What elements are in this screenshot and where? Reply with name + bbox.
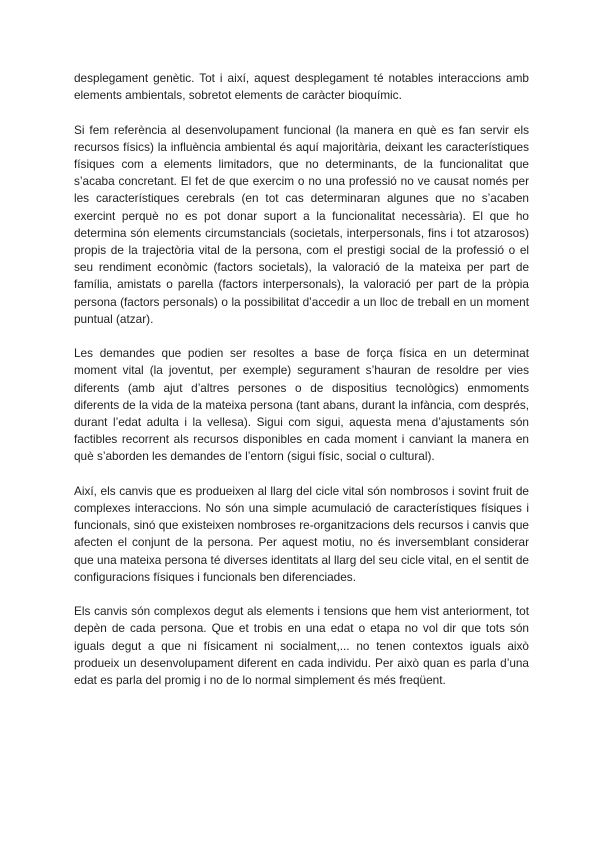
document-page — [74, 70, 529, 706]
paragraph-2: Si fem referència al desenvolupament funcional (la manera en què es fan servir els recursos físics) la influència ambiental és aquí majoritària, deixant les característiques físiques com a elements limitadors, que no determinants, de la funcionalitat que s’acaba concretant. El fet de que exercim o no una professió no ve causat només per les característiques cerebrals (en tot cas determinaran algunes que no s’acaben exercint perquè no es pot donar suport a la funcionalitat necessària). El que ho determina són elements circumstancials (societals, interpersonals, fins i tot atzarosos) propis de la trajectòria vital de la persona, com el prestigi social de la professió o el seu rendiment econòmic (factors societals), la valoració de la mateixa per part de família, amistats o parella (factors interpersonals), la valoració per part de la pròpia persona (factors personals) o la possibilitat d’accedir a un lloc de treball en un moment puntual (atzar). — [74, 122, 529, 326]
paragraph-5: Els canvis són complexos degut als elements i tensions que hem vist anteriorment, tot depèn de cada persona. Que et trobis en una edat o etapa no vol dir que tots són iguals degut a que ni físicament ni socialment,... no tenen contextos iguals això produeix un desenvolupament diferent en cada individu. Per això quan es parla d’una edat es parla del promig i no de lo normal simplement és més freqüent. — [74, 604, 529, 688]
paragraph-3: Les demandes que podien ser resoltes a base de força física en un determinat moment vital (la joventut, per exemple) segurament s’hauran de resoldre per vies diferents (amb ajut d’altres persones o de dispositius tecnològics) enmoments diferents de la vida de la mateixa persona (tant abans, durant la infància, com després, durant l’edat adulta i la vellesa). Sigui com sigui, aquesta mena d’ajustaments són factibles recorrent als recursos disponibles en cada moment i canviant la manera en què s’aborden les demandes de l’entorn (sigui físic, social o cultural). — [74, 346, 529, 464]
paragraph-4: Així, els canvis que es produeixen al llarg del cicle vital són nombrosos i sovint fruit de complexes interaccions. No són una simple acumulació de característiques físiques i funcionals, sinó que existeixen nombroses re-organitzacions dels recursos i canvis que afecten el conjunt de la persona. Per aquest motiu, no és inversemblant considerar que una mateixa persona té diverses identitats al llarg del seu cicle vital, en el sentit de configuracions físiques i funcionals ben diferenciades. — [74, 483, 529, 584]
paragraph-1: desplegament genètic. Tot i així, aquest desplegament té notables interaccions amb elements ambientals, sobretot elements de caràcter bioquímic. — [74, 71, 529, 103]
